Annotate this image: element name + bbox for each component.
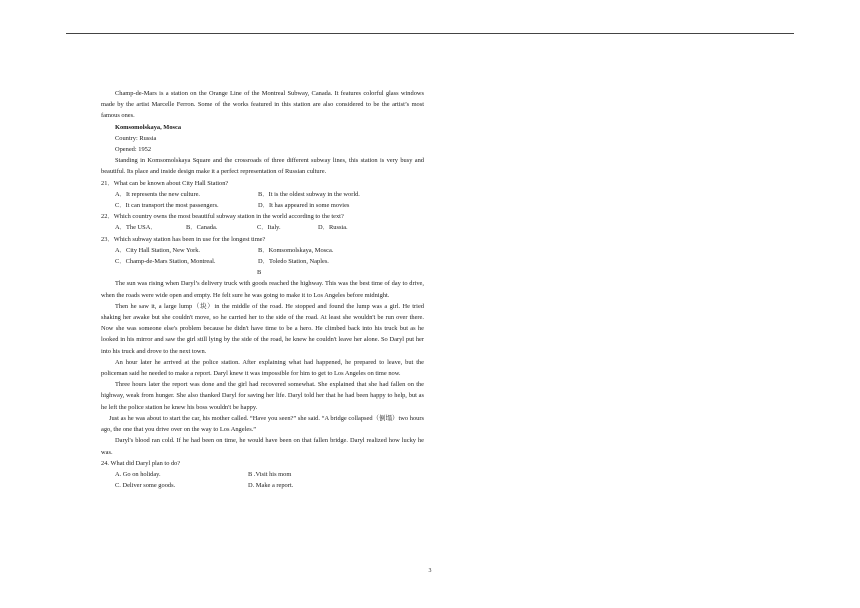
page-number: 3 bbox=[428, 568, 432, 574]
page-content bbox=[101, 88, 424, 491]
option-b: B．Komsomolskaya, Mosca. bbox=[258, 246, 334, 254]
komsomolskaya-opened: Opened: 1952 bbox=[115, 146, 152, 154]
story-paragraph: Just as he was about to start the car, his mother called. “Have you seen?” she said. “A bridge collapsed（倒塌）two hours ago, the one that you drive over on the way to Los Angeles.” bbox=[101, 414, 424, 434]
option-a: A. Go on holiday. bbox=[115, 470, 161, 478]
komsomolskaya-paragraph: Standing in Komsomolskaya Square and the crossroads of three different subway lines, this station is very busy and beautiful. Its place and inside design make it a perfect representation of Russian culture. bbox=[101, 157, 424, 176]
option-b: B．It is the oldest subway in the world. bbox=[258, 190, 360, 198]
question-stem: 23．Which subway station has been in use for the longest time? bbox=[101, 235, 266, 243]
story-paragraph: An hour later he arrived at the police station. After explaining what had happened, he prepared to leave, but the policeman said he needed to make a report. Daryl knew it was impossible for him to get to Los Angeles on time now. bbox=[101, 358, 424, 378]
story-paragraph: Then he saw it, a large lump（块）in the middle of the road. He stopped and found the lump was a girl. He tried shaking her awake but she couldn't move, so he carried her to the side of the road. At least she wouldn't be run over there. Now she was someone else's problem because he didn't have time to be a hero. He climbed back into his truck but as he looked in his mirror and saw the girl still lying by the side of the road, he knew he couldn't leave her alone. So Daryl put her into his truck and drove to the next town. bbox=[101, 302, 424, 355]
option-c: C．Champ-de-Mars Station, Montreal. bbox=[115, 258, 216, 266]
option-b: B .Visit his mom bbox=[248, 470, 292, 478]
question-21 bbox=[101, 178, 424, 212]
question-22 bbox=[101, 211, 424, 233]
option-b: B．Canada. bbox=[186, 224, 218, 232]
option-a: A．It represents the new culture. bbox=[115, 190, 201, 198]
komsomolskaya-heading: Komsomolskaya, Mosca bbox=[115, 123, 182, 131]
champ-de-mars-paragraph: Champ-de-Mars is a station on the Orange Line of the Montreal Subway, Canada. It features colorful glass windows made by the artist Marcelle Ferron. Some of the works featured in this station are also considered to be the artist’s most famous ones. bbox=[101, 90, 424, 120]
option-d: D．It has appeared in some movies bbox=[258, 202, 350, 210]
option-d: D．Russia. bbox=[318, 224, 348, 232]
question-stem: 22．Which country owns the most beautiful subway station in the world according to the text? bbox=[101, 213, 344, 221]
option-d: D．Toledo Station, Naples. bbox=[258, 258, 329, 266]
question-stem: 21．What can be known about City Hall Station? bbox=[101, 179, 229, 187]
question-24 bbox=[101, 458, 424, 492]
option-c: C. Deliver some goods. bbox=[115, 482, 176, 490]
answer-mark: B bbox=[257, 269, 262, 277]
option-a: A．City Hall Station, New York. bbox=[115, 246, 201, 254]
story-paragraph: The sun was rising when Daryl’s delivery truck with goods reached the highway. This was the best time of day to drive, when the roads were wide open and empty. He felt sure he was going to make it to Los Angeles before midnight. bbox=[101, 280, 424, 299]
question-stem: 24. What did Daryl plan to do? bbox=[101, 459, 181, 467]
story-paragraph: Daryl's blood ran cold. If he had been on time, he would have been on that fallen bridge. Daryl realized how lucky he was. bbox=[101, 437, 424, 456]
option-a: A．The USA． bbox=[115, 224, 157, 232]
header-rule bbox=[66, 33, 794, 34]
option-d: D. Make a report. bbox=[248, 482, 294, 490]
komsomolskaya-country: Country: Russia bbox=[115, 134, 157, 142]
option-c: C．Italy. bbox=[257, 224, 281, 232]
question-23 bbox=[101, 234, 424, 279]
story-paragraph: Three hours later the report was done and the girl had recovered somewhat. She explained that she had fallen on the highway, weak from hunger. She also thanked Daryl for saving her life. Daryl told her that he had been happy to help, but as he left the police station he knew his boss wouldn't be happy. bbox=[101, 381, 424, 411]
option-c: C．It can transport the most passengers. bbox=[115, 202, 219, 210]
